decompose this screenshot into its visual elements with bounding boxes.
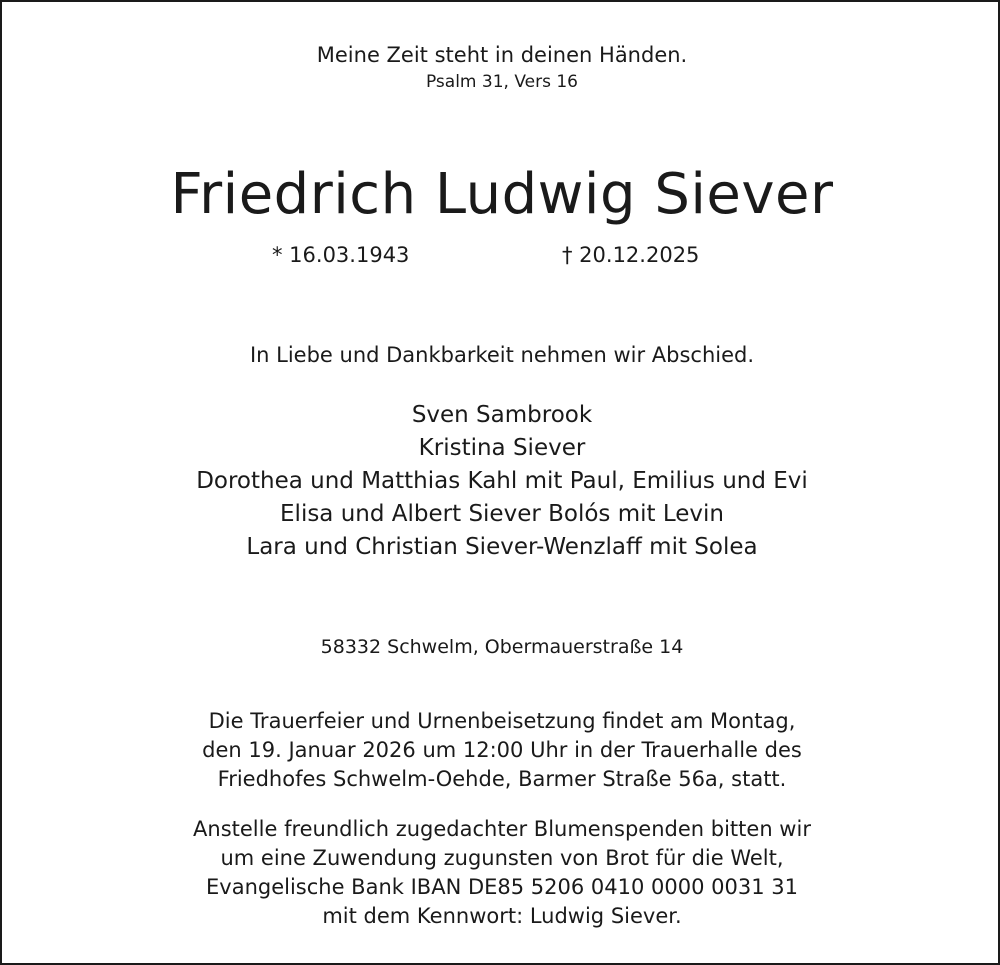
mourner-line: Kristina Siever [418, 435, 586, 461]
donation-line: mit dem Kennwort: Ludwig Siever. [322, 904, 682, 928]
mourner-line: Sven Sambrook [411, 402, 593, 428]
birth-date: * 16.03.1943 [272, 243, 410, 267]
death-date: † 20.12.2025 [562, 243, 700, 267]
mourner-line: Lara und Christian Siever-Wenzlaff mit Solea [246, 534, 758, 560]
ceremony-line: Die Trauerfeier und Urnenbeisetzung findet am Montag, [208, 709, 796, 733]
donation-line: Evangelische Bank IBAN DE85 5206 0410 0000 0031 31 [206, 875, 798, 899]
ceremony-notice [2, 707, 1000, 794]
ceremony-line: den 19. Januar 2026 um 12:00 Uhr in der Trauerhalle des [202, 738, 802, 762]
deceased-name: Friedrich Ludwig Siever [170, 162, 834, 227]
motto-source: Psalm 31, Vers 16 [425, 72, 578, 92]
mourner-line: Elisa und Albert Siever Bolós mit Levin [280, 501, 724, 527]
donation-line: Anstelle freundlich zugedachter Blumenspenden bitten wir [193, 817, 811, 841]
address: 58332 Schwelm, Obermauerstraße 14 [320, 636, 684, 658]
mourner-line: Dorothea und Matthias Kahl mit Paul, Emilius und Evi [196, 468, 808, 494]
farewell-text: In Liebe und Dankbarkeit nehmen wir Abschied. [249, 343, 755, 367]
donation-line: um eine Zuwendung zugunsten von Brot für die Welt, [220, 846, 784, 870]
motto-quote: Meine Zeit steht in deinen Händen. [316, 43, 688, 67]
ceremony-line: Friedhofes Schwelm-Oehde, Barmer Straße 56a, statt. [217, 767, 787, 791]
donation-notice [2, 815, 1000, 931]
mourners-list [2, 399, 1000, 564]
